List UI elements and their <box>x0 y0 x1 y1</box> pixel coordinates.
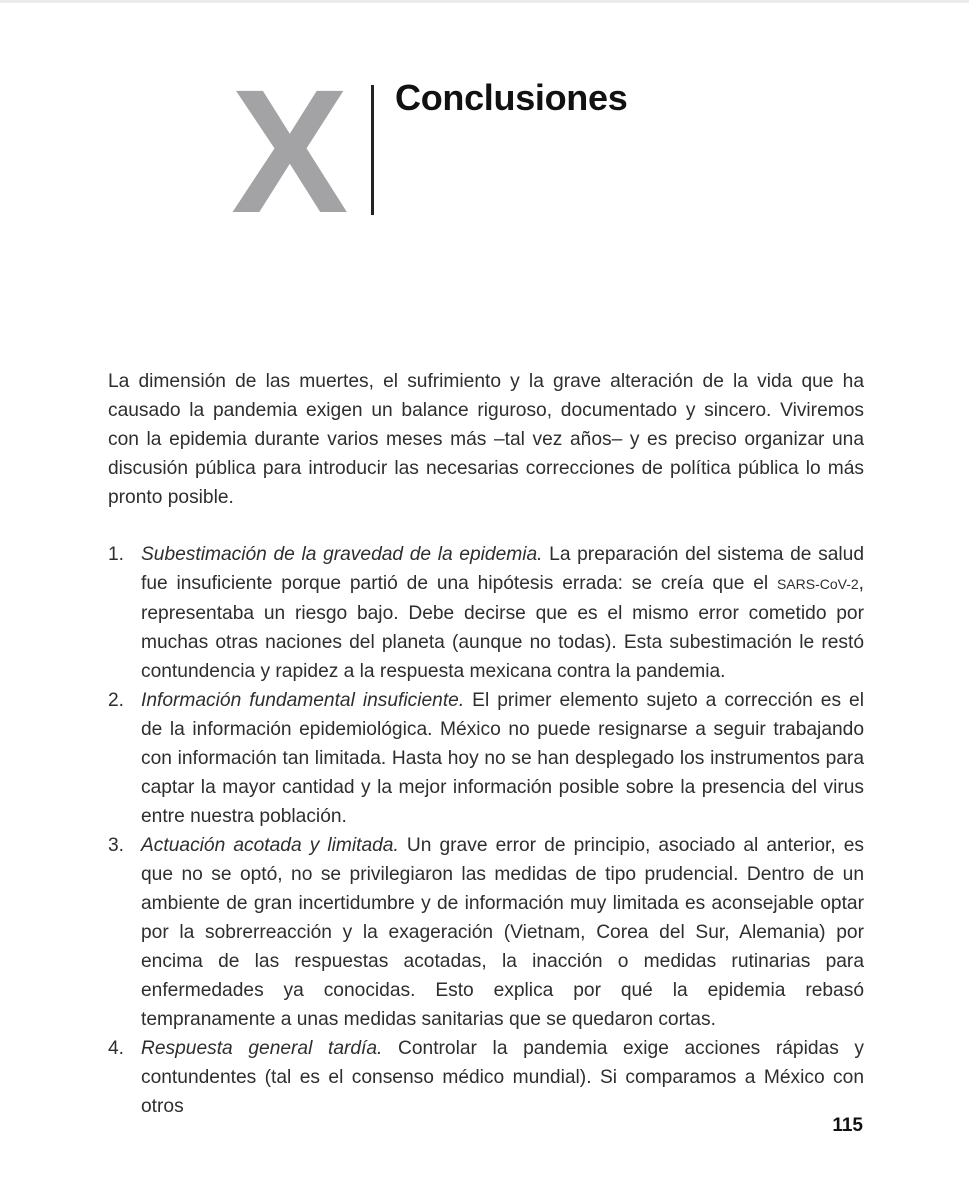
item-title: Actuación acotada y limitada. <box>141 835 399 856</box>
list-item <box>108 1034 864 1121</box>
item-number: 3. <box>108 835 125 856</box>
chapter-title: Conclusiones <box>395 77 628 118</box>
list-item <box>108 831 864 1034</box>
page-top-edge <box>0 0 969 3</box>
item-text: Un grave error de principio, asociado al anterior, es que no se optó, no se privilegiaron las medidas de tipo prudencial. Dentro de un ambiente de gran incertidumbre y de información muy limitada es aconsejable optar por la sobrerreacción y la exageración (Vietnam, Corea del Sur, Alemania) por encima de las respuestas acotadas, la inacción o medidas rutinarias para enfermedades ya conocidas. Esto explica por qué la epidemia rebasó tempranamente a unas medidas sanitarias que se quedaron cortas. <box>141 835 864 1030</box>
item-acronym: SARS-CoV-2 <box>776 576 859 592</box>
intro-paragraph: La dimensión de las muertes, el sufrimiento y la grave alteración de la vida que ha causado la pandemia exigen un balance riguroso, documentado y sincero. Viviremos con la epidemia durante varios meses más –tal vez años– y es preciso organizar una discusión pública para introducir las necesarias correcciones de política pública lo más pronto posible. <box>108 371 864 508</box>
item-text: , representaba un riesgo bajo. Debe decirse que es el mismo error cometido por muchas otras naciones del planeta (aunque no todas). Esta subestimación le restó contundencia y rapidez a la respuesta mexicana contra la pandemia. <box>141 573 864 682</box>
list-item <box>108 686 864 831</box>
item-text: El primer elemento sujeto a corrección es el de la información epidemiológica. México no puede resignarse a seguir trabajando con información tan limitada. Hasta hoy no se han desplegado los instrumentos para captar la mayor cantidad y la mejor información posible sobre la presencia del virus entre nuestra población. <box>141 690 864 827</box>
item-number: 4. <box>108 1038 125 1059</box>
item-number: 2. <box>108 690 125 711</box>
item-title: Respuesta general tardía. <box>141 1038 383 1059</box>
conclusions-list <box>108 540 864 1121</box>
item-text: Controlar la pandemia exige acciones rápidas y contundentes (tal es el consenso médico mundial). Si comparamos a México con otros <box>141 1038 865 1117</box>
item-title: Información fundamental insuficiente. <box>141 690 465 711</box>
item-number: 1. <box>108 544 125 565</box>
list-item <box>108 540 864 686</box>
item-text: La preparación del sistema de salud fue insuficiente porque partió de una hipótesis errada: se creía que el <box>141 544 864 594</box>
page-number: 115 <box>832 1115 863 1136</box>
chapter-numeral: X <box>231 54 345 250</box>
item-title: Subestimación de la gravedad de la epidemia. <box>141 544 543 565</box>
chapter-divider <box>371 85 374 215</box>
